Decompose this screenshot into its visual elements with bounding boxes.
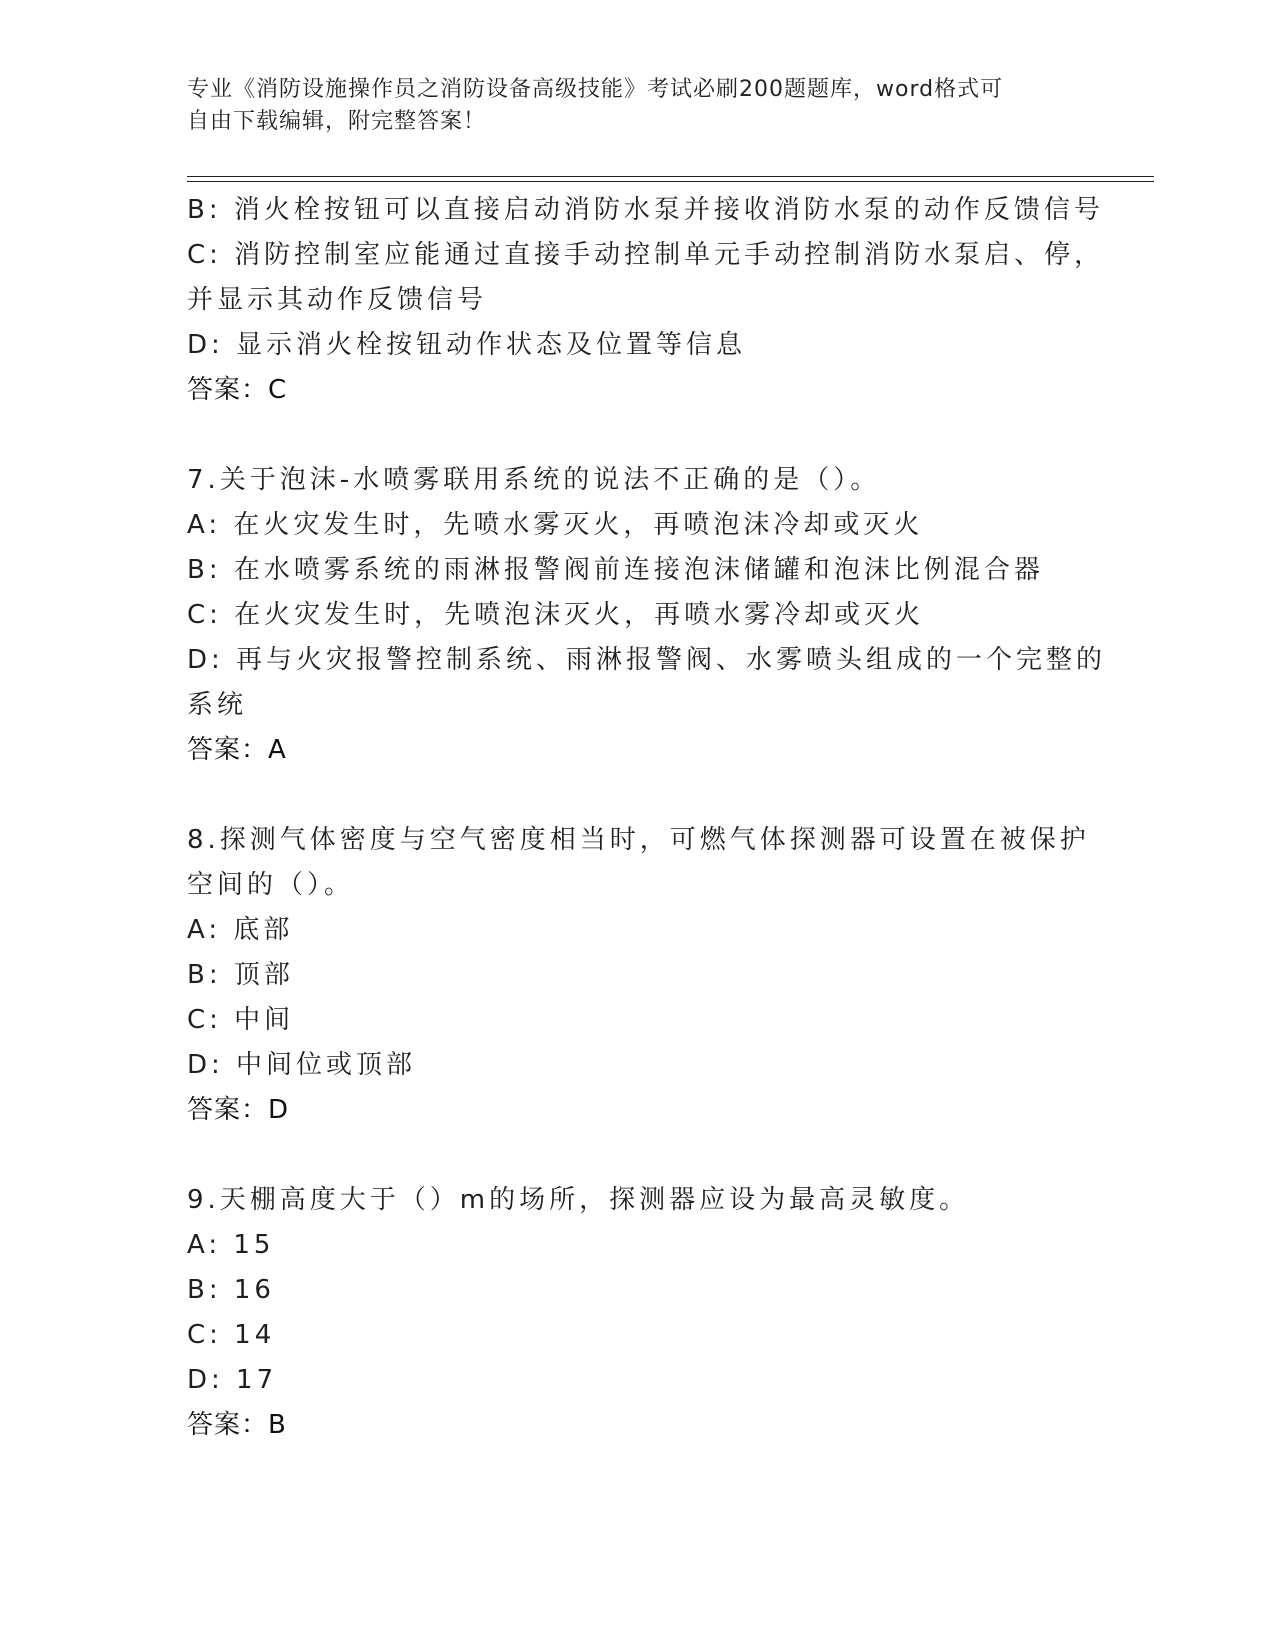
spacer <box>187 1133 1087 1178</box>
question-8-option-b: B: 顶部 <box>187 960 294 990</box>
question-8-stem-line-1: 8.探测气体密度与空气密度相当时，可燃气体探测器可设置在被保护 <box>187 825 1090 855</box>
question-8-option-c: C: 中间 <box>187 1005 295 1035</box>
question-7-answer: 答案：A <box>187 735 287 765</box>
question-6-answer: 答案：C <box>187 375 288 405</box>
question-list <box>187 188 1107 1448</box>
header-divider-top <box>187 176 1154 177</box>
question-7-option-b: B: 在水喷雾系统的雨淋报警阀前连接泡沫储罐和泡沫比例混合器 <box>187 555 1044 585</box>
question-8-option-d: D: 中间位或顶部 <box>187 1050 417 1080</box>
question-8-stem-line-2: 空间的（）。 <box>187 870 355 900</box>
question-6-option-b: B: 消火栓按钮可以直接启动消防水泵并接收消防水泵的动作反馈信号 <box>187 195 1104 225</box>
question-7-option-a: A: 在火灾发生时，先喷水雾灭火，再喷泡沫冷却或灭火 <box>187 510 924 540</box>
question-7-option-c: C: 在火灾发生时，先喷泡沫灭火，再喷水雾冷却或灭火 <box>187 600 925 630</box>
question-8-block <box>187 818 1090 1133</box>
question-7-option-d-line-1: D: 再与火灾报警控制系统、雨淋报警阀、水雾喷头组成的一个完整的 <box>187 645 1107 675</box>
spacer <box>187 773 1087 818</box>
question-9-option-b: B: 16 <box>187 1275 275 1305</box>
question-6-option-d: D: 显示消火栓按钮动作状态及位置等信息 <box>187 330 747 360</box>
question-9-block <box>187 1178 1087 1448</box>
question-6-option-c-line-2: 并显示其动作反馈信号 <box>187 285 488 315</box>
question-9-stem: 9.天棚高度大于（）m的场所，探测器应设为最高灵敏度。 <box>187 1185 970 1215</box>
question-9-option-a: A: 15 <box>187 1230 275 1260</box>
question-9-answer: 答案：B <box>187 1410 287 1440</box>
question-7-block <box>187 458 1107 773</box>
question-6-block <box>187 188 1105 413</box>
header-title-line-2: 自由下载编辑，附完整答案！ <box>187 109 487 134</box>
spacer <box>187 413 1087 458</box>
question-9-option-c: C: 14 <box>187 1320 276 1350</box>
header-title-line-1: 专业《消防设施操作员之消防设备高级技能》考试必刷200题题库，word格式可 <box>187 77 1004 102</box>
question-7-option-d-line-2: 系统 <box>187 690 248 720</box>
header-divider-bottom <box>187 181 1154 182</box>
question-9-option-d: D: 17 <box>187 1365 278 1395</box>
question-8-option-a: A: 底部 <box>187 915 294 945</box>
page-header <box>187 74 1067 138</box>
question-8-answer: 答案：D <box>187 1095 290 1125</box>
question-6-option-c-line-1: C: 消防控制室应能通过直接手动控制单元手动控制消防水泵启、停， <box>187 240 1105 270</box>
question-7-stem: 7.关于泡沫-水喷雾联用系统的说法不正确的是（）。 <box>187 465 881 495</box>
